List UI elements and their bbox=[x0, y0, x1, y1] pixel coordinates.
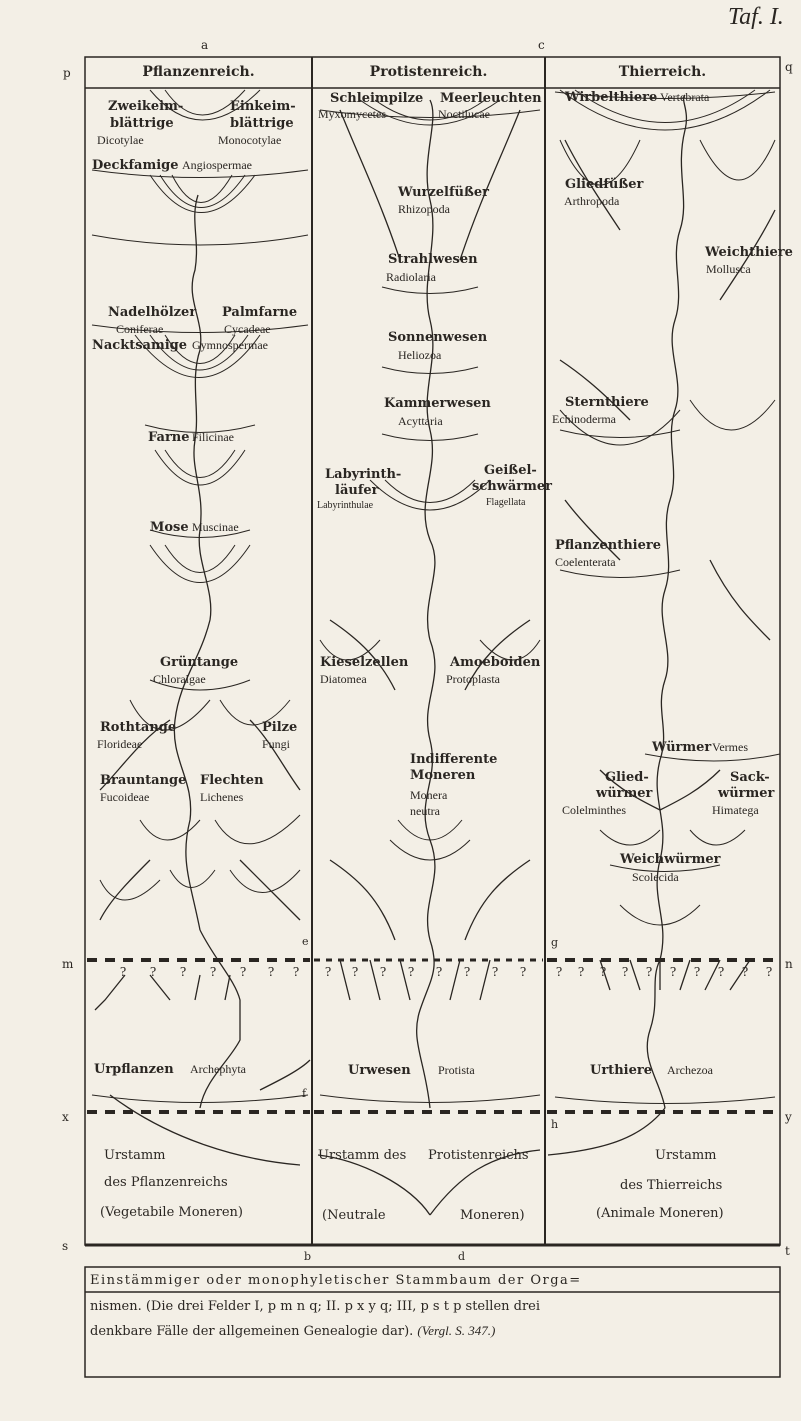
label-acyt-la: Acyttaria bbox=[398, 414, 443, 428]
marker-n: n bbox=[785, 957, 793, 971]
label-moss-la: Muscinae bbox=[192, 520, 239, 534]
label-helio-la: Heliozoa bbox=[398, 348, 442, 362]
label-green-la: Chloralgae bbox=[153, 672, 206, 686]
label-noct-de: Meerleuchten bbox=[440, 91, 542, 106]
marker-c: c bbox=[538, 38, 545, 52]
label-animal-root-de: Urthiere bbox=[590, 1063, 652, 1078]
question-mark: ? bbox=[150, 965, 157, 980]
label-colel-de2: würmer bbox=[596, 786, 653, 801]
label-fungi-la: Fungi bbox=[262, 737, 291, 751]
question-mark: ? bbox=[352, 965, 359, 980]
label-laby-de1: Labyrinth- bbox=[325, 467, 402, 482]
label-vert-de: Wirbelthiere bbox=[565, 90, 658, 105]
label-colel-de1: Glied- bbox=[605, 770, 649, 785]
marker-s: s bbox=[62, 1239, 69, 1253]
question-mark: ? bbox=[718, 965, 725, 980]
label-vert-la: Vertebrata bbox=[660, 90, 710, 104]
label-dicot-de: Zweikeim- bbox=[108, 99, 184, 114]
question-mark: ? bbox=[520, 965, 527, 980]
label-monocot-de2: blättrige bbox=[230, 116, 294, 131]
label-verm-la: Vermes bbox=[712, 740, 748, 754]
label-hima-de2: würmer bbox=[718, 786, 775, 801]
question-mark: ? bbox=[268, 965, 275, 980]
label-arth-la: Arthropoda bbox=[564, 194, 620, 208]
question-mark: ? bbox=[694, 965, 701, 980]
label-brown-la: Fucoideae bbox=[100, 790, 150, 804]
label-hima-de1: Sack- bbox=[730, 770, 770, 785]
animal-stem-line3: (Animale Moneren) bbox=[596, 1206, 724, 1221]
label-angio-la: Angiospermae bbox=[182, 158, 252, 172]
label-protist-root-de: Urwesen bbox=[348, 1063, 411, 1078]
marker-x: x bbox=[62, 1110, 69, 1124]
question-mark: ? bbox=[380, 965, 387, 980]
animal-stem-line1: Urstamm bbox=[655, 1148, 717, 1163]
label-acyt-de: Kammerwesen bbox=[384, 396, 491, 411]
label-noct-la: Noctilucae bbox=[438, 107, 490, 121]
label-diat-la: Diatomea bbox=[320, 672, 367, 686]
label-verm-de: Würmer bbox=[652, 740, 712, 755]
label-lichen-la: Lichenes bbox=[200, 790, 244, 804]
question-mark: ? bbox=[622, 965, 629, 980]
label-echi-la: Echinoderma bbox=[552, 412, 616, 426]
label-fern-de: Farne bbox=[148, 430, 190, 445]
label-radio-la: Radiolaria bbox=[386, 270, 436, 284]
label-conif-la: Coniferae bbox=[116, 322, 164, 336]
protist-stem-line1: Urstamm des bbox=[318, 1148, 407, 1163]
marker-p: p bbox=[63, 66, 71, 80]
plate-number: Taf. I. bbox=[728, 4, 784, 30]
question-mark: ? bbox=[240, 965, 247, 980]
column-animal-title: Thierreich. bbox=[618, 64, 707, 80]
label-mon-la2: neutra bbox=[410, 804, 440, 818]
label-mon-de1: Indifferente bbox=[410, 752, 498, 767]
marker-y: y bbox=[785, 1110, 792, 1124]
label-laby-la: Labyrinthulae bbox=[317, 500, 374, 511]
label-fern-la: Filicinae bbox=[192, 430, 234, 444]
label-gymno-la: Gymnospermae bbox=[192, 338, 268, 352]
question-mark: ? bbox=[492, 965, 499, 980]
plant-stem-line2: des Pflanzenreichs bbox=[104, 1175, 228, 1190]
question-mark: ? bbox=[210, 965, 217, 980]
question-mark: ? bbox=[556, 965, 563, 980]
label-plant-root-de: Urpflanzen bbox=[94, 1062, 174, 1077]
label-brown-de: Brauntange bbox=[100, 773, 187, 788]
label-red-la: Florideae bbox=[97, 737, 143, 751]
label-red-de: Rothtange bbox=[100, 720, 177, 735]
label-dicot-la: Dicotylae bbox=[97, 133, 144, 147]
label-echi-de: Sternthiere bbox=[565, 395, 649, 410]
question-mark: ? bbox=[742, 965, 749, 980]
caption-line1: Einstämmiger oder monophyletischer Stammbaum der Orga= bbox=[90, 1273, 582, 1288]
label-flag-la: Flagellata bbox=[486, 497, 526, 508]
marker-q: q bbox=[785, 60, 793, 74]
marker-t: t bbox=[785, 1244, 790, 1258]
label-conif-de: Nadelhölzer bbox=[108, 305, 197, 320]
label-lichen-de: Flechten bbox=[200, 773, 264, 788]
label-protist-root-la: Protista bbox=[438, 1063, 475, 1077]
marker-d: d bbox=[458, 1250, 466, 1263]
protist-stem-line2: Protistenreichs bbox=[428, 1148, 529, 1163]
label-moss-de: Mose bbox=[150, 520, 189, 535]
caption-line2: nismen. (Die drei Felder I, p m n q; II. p x y q; III, p s t p stellen drei bbox=[90, 1299, 541, 1314]
question-mark: ? bbox=[120, 965, 127, 980]
marker-h: h bbox=[551, 1118, 559, 1131]
protist-stem-line3: (Neutrale bbox=[322, 1208, 386, 1223]
label-scol-de: Weichwürmer bbox=[620, 852, 721, 867]
label-colel-la: Colelminthes bbox=[562, 803, 626, 817]
label-amoe-de: Amoeboiden bbox=[450, 655, 541, 670]
label-flag-de1: Geißel- bbox=[484, 463, 537, 478]
question-mark: ? bbox=[436, 965, 443, 980]
question-mark: ? bbox=[766, 965, 773, 980]
label-radio-de: Strahlwesen bbox=[388, 252, 478, 267]
label-amoe-la: Protoplasta bbox=[446, 672, 500, 686]
label-monocot-de: Einkeim- bbox=[230, 99, 296, 114]
question-mark: ? bbox=[408, 965, 415, 980]
plant-stem-line3: (Vegetabile Moneren) bbox=[100, 1205, 243, 1220]
label-moll-de: Weichthiere bbox=[705, 245, 793, 260]
question-mark: ? bbox=[464, 965, 471, 980]
marker-m: m bbox=[62, 957, 74, 971]
label-helio-de: Sonnenwesen bbox=[388, 330, 488, 345]
question-mark: ? bbox=[646, 965, 653, 980]
label-coel-de: Pflanzenthiere bbox=[555, 538, 661, 553]
label-myxo-la: Myxomycetes bbox=[318, 107, 386, 121]
label-dicot-de2: blättrige bbox=[110, 116, 174, 131]
question-mark: ? bbox=[325, 965, 332, 980]
label-fungi-de: Pilze bbox=[262, 720, 298, 735]
marker-f: f bbox=[302, 1087, 307, 1100]
label-gymno-de: Nacktsamige bbox=[92, 338, 188, 353]
marker-a: a bbox=[201, 38, 209, 52]
label-cycad-la: Cycadeae bbox=[224, 322, 271, 336]
question-mark: ? bbox=[578, 965, 585, 980]
marker-e: e bbox=[302, 935, 309, 948]
label-moll-la: Mollusca bbox=[706, 262, 751, 276]
label-hima-la: Himatega bbox=[712, 803, 759, 817]
label-animal-root-la: Archezoa bbox=[667, 1063, 713, 1077]
label-rhizo-de: Wurzelfüßer bbox=[398, 185, 490, 200]
marker-b: b bbox=[304, 1250, 312, 1263]
label-green-de: Grüntange bbox=[160, 655, 239, 670]
caption-line3 bbox=[90, 1320, 775, 1343]
label-cycad-de: Palmfarne bbox=[222, 305, 298, 320]
plant-stem-line1: Urstamm bbox=[104, 1148, 166, 1163]
column-plant-title: Pflanzenreich. bbox=[142, 64, 255, 80]
column-protist-title: Protistenreich. bbox=[369, 64, 488, 80]
label-laby-de2: läufer bbox=[335, 483, 379, 498]
question-mark: ? bbox=[180, 965, 187, 980]
label-diat-de: Kieselzellen bbox=[320, 655, 409, 670]
question-mark: ? bbox=[600, 965, 607, 980]
question-mark: ? bbox=[293, 965, 300, 980]
label-arth-de: Gliedfüßer bbox=[565, 177, 644, 192]
label-coel-la: Coelenterata bbox=[555, 555, 616, 569]
label-angio-de: Deckfamige bbox=[92, 158, 179, 173]
caption-reference: (Vergl. S. 347.) bbox=[417, 1323, 496, 1338]
label-rhizo-la: Rhizopoda bbox=[398, 202, 450, 216]
label-mon-la1: Monera bbox=[410, 788, 448, 802]
label-mon-de2: Moneren bbox=[410, 768, 476, 783]
caption-line3-text: denkbare Fälle der allgemeinen Genealogie dar). bbox=[90, 1324, 414, 1339]
label-scol-la: Scolecida bbox=[632, 870, 679, 884]
label-myxo-de: Schleimpilze bbox=[330, 91, 424, 106]
label-plant-root-la: Archephyta bbox=[190, 1062, 246, 1076]
label-flag-de2: schwärmer bbox=[472, 479, 553, 494]
label-monocot-la: Monocotylae bbox=[218, 133, 282, 147]
protist-stem-line4: Moneren) bbox=[460, 1208, 525, 1223]
animal-stem-line2: des Thierreichs bbox=[620, 1178, 723, 1193]
question-mark: ? bbox=[670, 965, 677, 980]
marker-g: g bbox=[551, 936, 559, 949]
